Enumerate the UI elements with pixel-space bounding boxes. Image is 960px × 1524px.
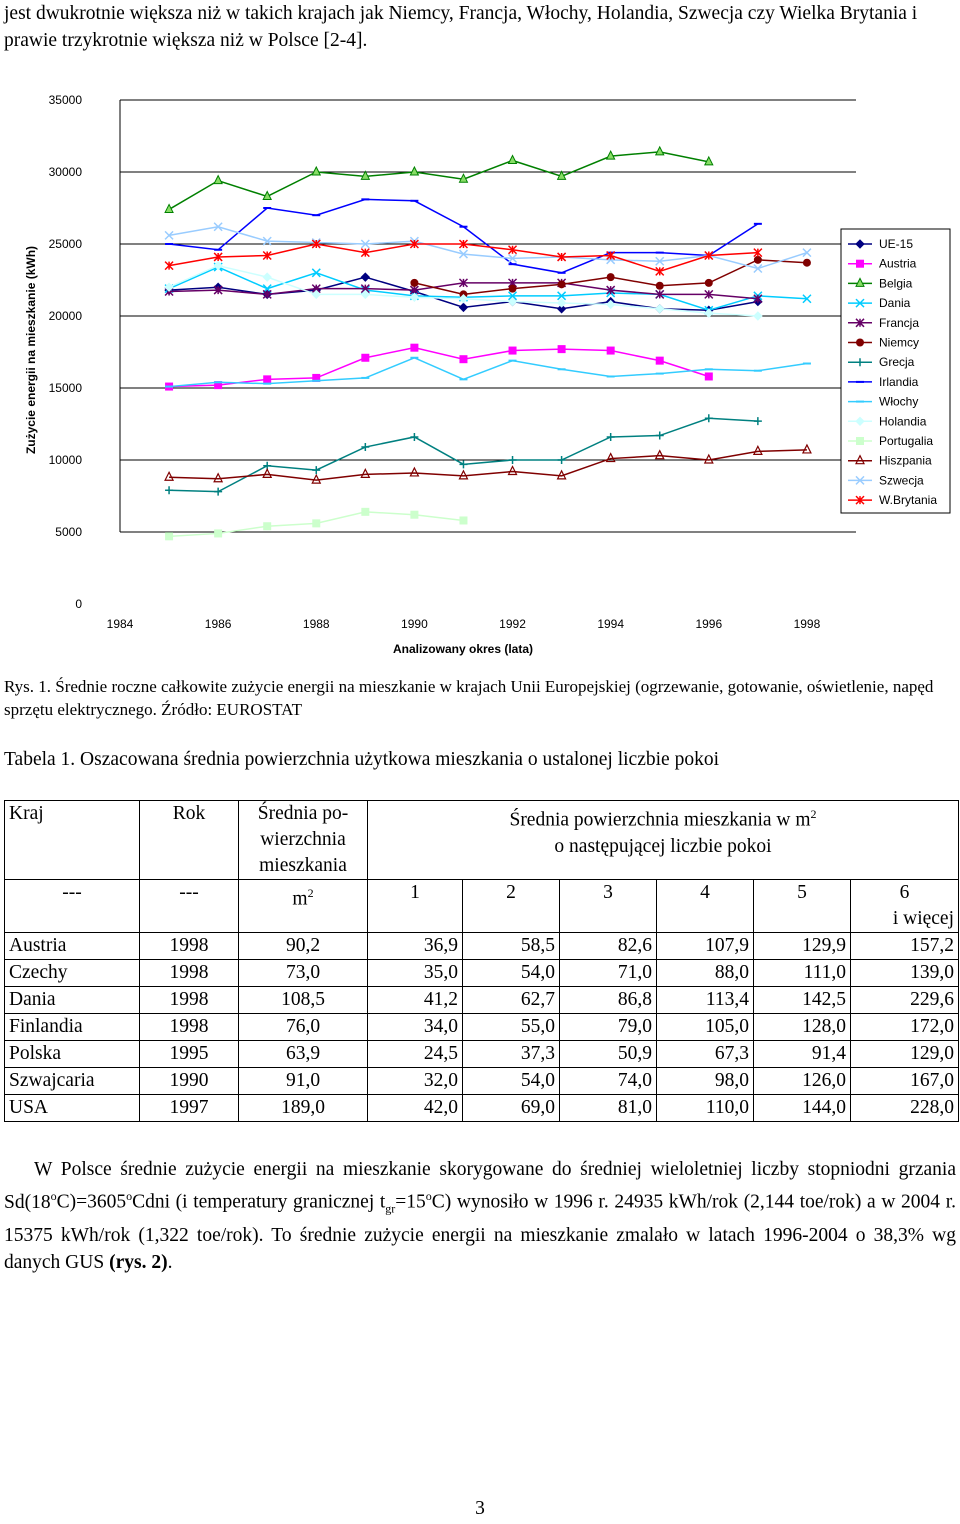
- data-point: [312, 519, 320, 527]
- y-tick-label: 25000: [48, 237, 82, 251]
- para-sub: gr: [385, 1201, 396, 1216]
- units-rok: ---: [140, 880, 239, 933]
- value-cell: 71,0: [560, 960, 657, 987]
- country-cell: USA: [5, 1095, 140, 1122]
- data-point: [361, 443, 369, 451]
- value-cell: 157,2: [851, 933, 959, 960]
- header-rooms-span: [368, 801, 959, 880]
- country-cell: Czechy: [5, 960, 140, 987]
- value-cell: 144,0: [754, 1095, 851, 1122]
- series-11: [165, 445, 811, 483]
- y-tick-label: 30000: [48, 165, 82, 179]
- para-text-3: Cdni (i temperatury granicznej t: [132, 1191, 386, 1213]
- x-tick-label: 1990: [401, 617, 428, 631]
- country-cell: Finlandia: [5, 1014, 140, 1041]
- table-row: [5, 1068, 959, 1095]
- table-row: [5, 1014, 959, 1041]
- data-point: [263, 469, 271, 477]
- data-point: [459, 460, 467, 468]
- value-cell: 111,0: [754, 960, 851, 987]
- year-cell: 1998: [140, 987, 239, 1014]
- data-point: [410, 167, 418, 175]
- y-tick-label: 15000: [48, 381, 82, 395]
- value-cell: 24,5: [368, 1041, 463, 1068]
- series-lines: [165, 147, 811, 540]
- value-cell: 35,0: [368, 960, 463, 987]
- para-text-2: C)=3605: [56, 1191, 127, 1213]
- data-point: [705, 279, 713, 287]
- legend-label: Niemcy: [879, 335, 920, 350]
- series-2: [165, 147, 713, 213]
- rooms-2: 2: [463, 880, 560, 933]
- data-point: [410, 433, 418, 441]
- rooms-6: [851, 880, 959, 933]
- value-cell: 110,0: [657, 1095, 754, 1122]
- data-point: [656, 305, 664, 313]
- legend-label: Austria: [879, 256, 917, 271]
- value-cell: 139,0: [851, 960, 959, 987]
- value-cell: 129,0: [851, 1041, 959, 1068]
- data-point: [656, 432, 664, 440]
- para-text-5: C) wynosiło w 1996 r. 24935 kWh/rok (2,144 toe/rok) a w 2004 r. 15375 kWh/rok (1,322 toe/rok). To średnie zużycie energii na mieszkanie zmalało w latach 1996-2004 o 38,3% wg danych GUS: [4, 1191, 956, 1274]
- apartment-area-table: [4, 800, 959, 1122]
- data-point: [214, 529, 222, 537]
- data-point: [410, 344, 418, 352]
- value-cell: 229,6: [851, 987, 959, 1014]
- value-cell: 55,0: [463, 1014, 560, 1041]
- para-sup-2: o: [126, 1189, 133, 1203]
- year-cell: 1998: [140, 960, 239, 987]
- rooms-3: 3: [560, 880, 657, 933]
- x-tick-labels: [107, 617, 821, 631]
- x-tick-label: 1986: [204, 617, 232, 631]
- energy-consumption-chart: [0, 82, 960, 660]
- value-cell: 113,4: [657, 987, 754, 1014]
- value-cell: 62,7: [463, 987, 560, 1014]
- value-cell: 172,0: [851, 1014, 959, 1041]
- para-sup-1: o: [50, 1189, 57, 1203]
- data-point: [509, 347, 517, 355]
- series-line: [169, 244, 758, 271]
- data-point: [803, 259, 811, 267]
- value-cell: 105,0: [657, 1014, 754, 1041]
- x-tick-label: 1998: [793, 617, 821, 631]
- data-point: [459, 471, 467, 479]
- legend-label: Dania: [879, 296, 911, 311]
- value-cell: 73,0: [239, 960, 368, 987]
- page-number: 3: [475, 1498, 485, 1519]
- value-cell: 98,0: [657, 1068, 754, 1095]
- data-point: [214, 176, 222, 184]
- value-cell: 36,9: [368, 933, 463, 960]
- data-point: [705, 372, 713, 380]
- data-point: [410, 293, 418, 301]
- data-point: [263, 375, 271, 383]
- series-8: [165, 358, 811, 387]
- legend-label: Belgia: [879, 276, 913, 291]
- data-point: [558, 280, 566, 288]
- legend-label: Szwecja: [879, 473, 924, 488]
- table-row: [5, 987, 959, 1014]
- data-point: [558, 345, 566, 353]
- legend-label: Portugalia: [879, 434, 934, 448]
- series-3: [165, 263, 811, 314]
- value-cell: 91,0: [239, 1068, 368, 1095]
- series-line: [169, 152, 709, 210]
- table-body: [5, 933, 959, 1122]
- y-tick-label: 10000: [48, 453, 82, 467]
- para-text-6: .: [167, 1252, 173, 1274]
- x-tick-label: 1996: [695, 617, 723, 631]
- intro-paragraph: jest dwukrotnie większa niż w takich krajach jak Niemcy, Francja, Włochy, Holandia, Szwecja czy Wielka Brytania i prawie trzykrotnie większa niż w Polsce [2-4].: [4, 3, 918, 51]
- data-point: [754, 312, 762, 320]
- data-point: [558, 456, 566, 464]
- body-paragraph: [4, 1156, 956, 1276]
- data-point: [361, 171, 369, 179]
- legend-label: Hiszpania: [879, 453, 932, 468]
- para-sup-3: o: [425, 1189, 432, 1203]
- data-point: [459, 355, 467, 363]
- data-point: [754, 256, 762, 264]
- value-cell: 54,0: [463, 960, 560, 987]
- data-point: [656, 267, 664, 275]
- year-cell: 1998: [140, 1014, 239, 1041]
- para-bold-ref: (rys. 2): [109, 1252, 168, 1274]
- data-point: [459, 303, 467, 311]
- data-point: [705, 414, 713, 422]
- header-rok: Rok: [140, 801, 239, 880]
- y-axis-label: Zużycie energii na mieszkanie (kWh): [24, 245, 38, 455]
- year-cell: 1997: [140, 1095, 239, 1122]
- value-cell: 108,5: [239, 987, 368, 1014]
- data-point: [803, 249, 811, 257]
- data-point: [754, 417, 762, 425]
- table-row: [5, 1095, 959, 1122]
- data-point: [165, 472, 173, 480]
- rooms-5: 5: [754, 880, 851, 933]
- units-m-sup: 2: [307, 886, 314, 900]
- value-cell: 63,9: [239, 1041, 368, 1068]
- series-7: [165, 199, 762, 272]
- data-point: [856, 437, 864, 445]
- y-tick-labels: [49, 93, 83, 611]
- data-point: [361, 469, 369, 477]
- data-point: [803, 445, 811, 453]
- x-tick-label: 1988: [302, 617, 330, 631]
- value-cell: 54,0: [463, 1068, 560, 1095]
- value-cell: 167,0: [851, 1068, 959, 1095]
- year-cell: 1995: [140, 1041, 239, 1068]
- header-kraj: Kraj: [5, 801, 140, 880]
- series-10: [165, 508, 467, 540]
- data-point: [856, 339, 864, 347]
- series-line: [169, 199, 758, 272]
- country-cell: Dania: [5, 987, 140, 1014]
- x-axis-label: Analizowany okres (lata): [392, 642, 534, 656]
- data-point: [509, 155, 517, 163]
- header-avg-area-line3: mieszkania: [259, 855, 347, 876]
- legend-label: W.Brytania: [879, 493, 938, 508]
- value-cell: 91,4: [754, 1041, 851, 1068]
- value-cell: 126,0: [754, 1068, 851, 1095]
- value-cell: 86,8: [560, 987, 657, 1014]
- data-point: [410, 468, 418, 476]
- legend-label: Holandia: [879, 414, 927, 429]
- value-cell: 228,0: [851, 1095, 959, 1122]
- y-tick-label: 0: [75, 597, 82, 611]
- para-text-1: W Polsce średnie zużycie energii na mieszkanie skorygowane do średniej wieloletniej liczby stopniodni grzania Sd(18: [4, 1159, 956, 1213]
- data-point: [656, 282, 664, 290]
- rooms-1: 1: [368, 880, 463, 933]
- value-cell: 107,9: [657, 933, 754, 960]
- value-cell: 34,0: [368, 1014, 463, 1041]
- header-rooms-sup: 2: [810, 807, 817, 821]
- data-point: [410, 279, 418, 287]
- data-point: [312, 167, 320, 175]
- data-point: [459, 516, 467, 524]
- value-cell: 81,0: [560, 1095, 657, 1122]
- value-cell: 37,3: [463, 1041, 560, 1068]
- data-point: [509, 285, 517, 293]
- series-6: [165, 414, 762, 495]
- value-cell: 79,0: [560, 1014, 657, 1041]
- legend-label: Grecja: [879, 355, 915, 370]
- value-cell: 76,0: [239, 1014, 368, 1041]
- rooms-4: 4: [657, 880, 754, 933]
- legend-label: Irlandia: [879, 374, 919, 389]
- data-point: [361, 354, 369, 362]
- value-cell: 32,0: [368, 1068, 463, 1095]
- data-point: [754, 446, 762, 454]
- y-tick-label: 5000: [55, 525, 82, 539]
- year-cell: 1998: [140, 933, 239, 960]
- value-cell: 189,0: [239, 1095, 368, 1122]
- data-point: [361, 273, 369, 281]
- data-point: [165, 486, 173, 494]
- data-point: [656, 451, 664, 459]
- legend-label: Włochy: [879, 394, 919, 409]
- x-tick-label: 1984: [106, 617, 134, 631]
- header-rooms-line2: o następującej liczbie pokoi: [554, 835, 772, 857]
- country-cell: Szwajcaria: [5, 1068, 140, 1095]
- table-header-row: [5, 801, 959, 880]
- series-13: [165, 240, 762, 275]
- data-point: [165, 532, 173, 540]
- value-cell: 88,0: [657, 960, 754, 987]
- table-title: Tabela 1. Oszacowana średnia powierzchnia użytkowa mieszkania o ustalonej liczbie pokoi: [4, 749, 719, 770]
- value-cell: 41,2: [368, 987, 463, 1014]
- country-cell: Austria: [5, 933, 140, 960]
- rooms-6-number: 6: [899, 882, 910, 903]
- value-cell: 82,6: [560, 933, 657, 960]
- y-tick-label: 20000: [48, 309, 82, 323]
- header-rooms-line1: [372, 801, 954, 834]
- data-point: [607, 151, 615, 159]
- header-avg-area-line2: wierzchnia: [260, 829, 346, 850]
- legend-label: UE-15: [879, 237, 914, 251]
- data-point: [656, 357, 664, 365]
- value-cell: 90,2: [239, 933, 368, 960]
- data-point: [607, 347, 615, 355]
- data-point: [263, 522, 271, 530]
- data-point: [361, 508, 369, 516]
- value-cell: 58,5: [463, 933, 560, 960]
- legend-label: Francja: [879, 315, 920, 330]
- value-cell: 50,9: [560, 1041, 657, 1068]
- x-tick-label: 1992: [499, 617, 526, 631]
- x-tick-label: 1994: [597, 617, 625, 631]
- series-line: [169, 418, 758, 491]
- header-rooms-text: Średnia powierzchnia mieszkania w m: [509, 809, 811, 831]
- para-text-4: =15: [395, 1191, 426, 1213]
- country-cell: Polska: [5, 1041, 140, 1068]
- value-cell: 129,9: [754, 933, 851, 960]
- data-point: [558, 299, 566, 307]
- data-point: [509, 456, 517, 464]
- data-point: [263, 273, 271, 281]
- y-tick-label: 35000: [48, 93, 82, 107]
- value-cell: 42,0: [368, 1095, 463, 1122]
- data-point: [312, 466, 320, 474]
- units-m2: [239, 880, 368, 933]
- units-kraj: ---: [5, 880, 140, 933]
- legend-box: [841, 229, 950, 513]
- line-chart: [0, 82, 960, 660]
- table-row: [5, 933, 959, 960]
- year-cell: 1990: [140, 1068, 239, 1095]
- table-row: [5, 960, 959, 987]
- figure-caption: Rys. 1. Średnie roczne całkowite zużycie energii na mieszkanie w krajach Unii Europejskiej (ogrzewanie, gotowanie, oświetlenie, napęd sprzętu elektrycznego. Źródło: EUROSTAT: [4, 677, 934, 719]
- data-point: [856, 260, 864, 268]
- data-point: [509, 467, 517, 475]
- series-line: [169, 348, 709, 387]
- table-units-row: [5, 880, 959, 933]
- data-point: [214, 488, 222, 496]
- value-cell: 142,5: [754, 987, 851, 1014]
- data-point: [410, 511, 418, 519]
- units-m: m: [292, 888, 308, 910]
- data-point: [214, 474, 222, 482]
- header-avg-area-line1: Średnia po-: [257, 803, 349, 824]
- data-point: [312, 269, 320, 277]
- value-cell: 128,0: [754, 1014, 851, 1041]
- data-point: [656, 147, 664, 155]
- value-cell: 67,3: [657, 1041, 754, 1068]
- value-cell: 69,0: [463, 1095, 560, 1122]
- value-cell: 74,0: [560, 1068, 657, 1095]
- data-point: [607, 273, 615, 281]
- rooms-6-more: i więcej: [892, 908, 954, 929]
- table-row: [5, 1041, 959, 1068]
- header-avg-area: [239, 801, 368, 880]
- data-point: [607, 433, 615, 441]
